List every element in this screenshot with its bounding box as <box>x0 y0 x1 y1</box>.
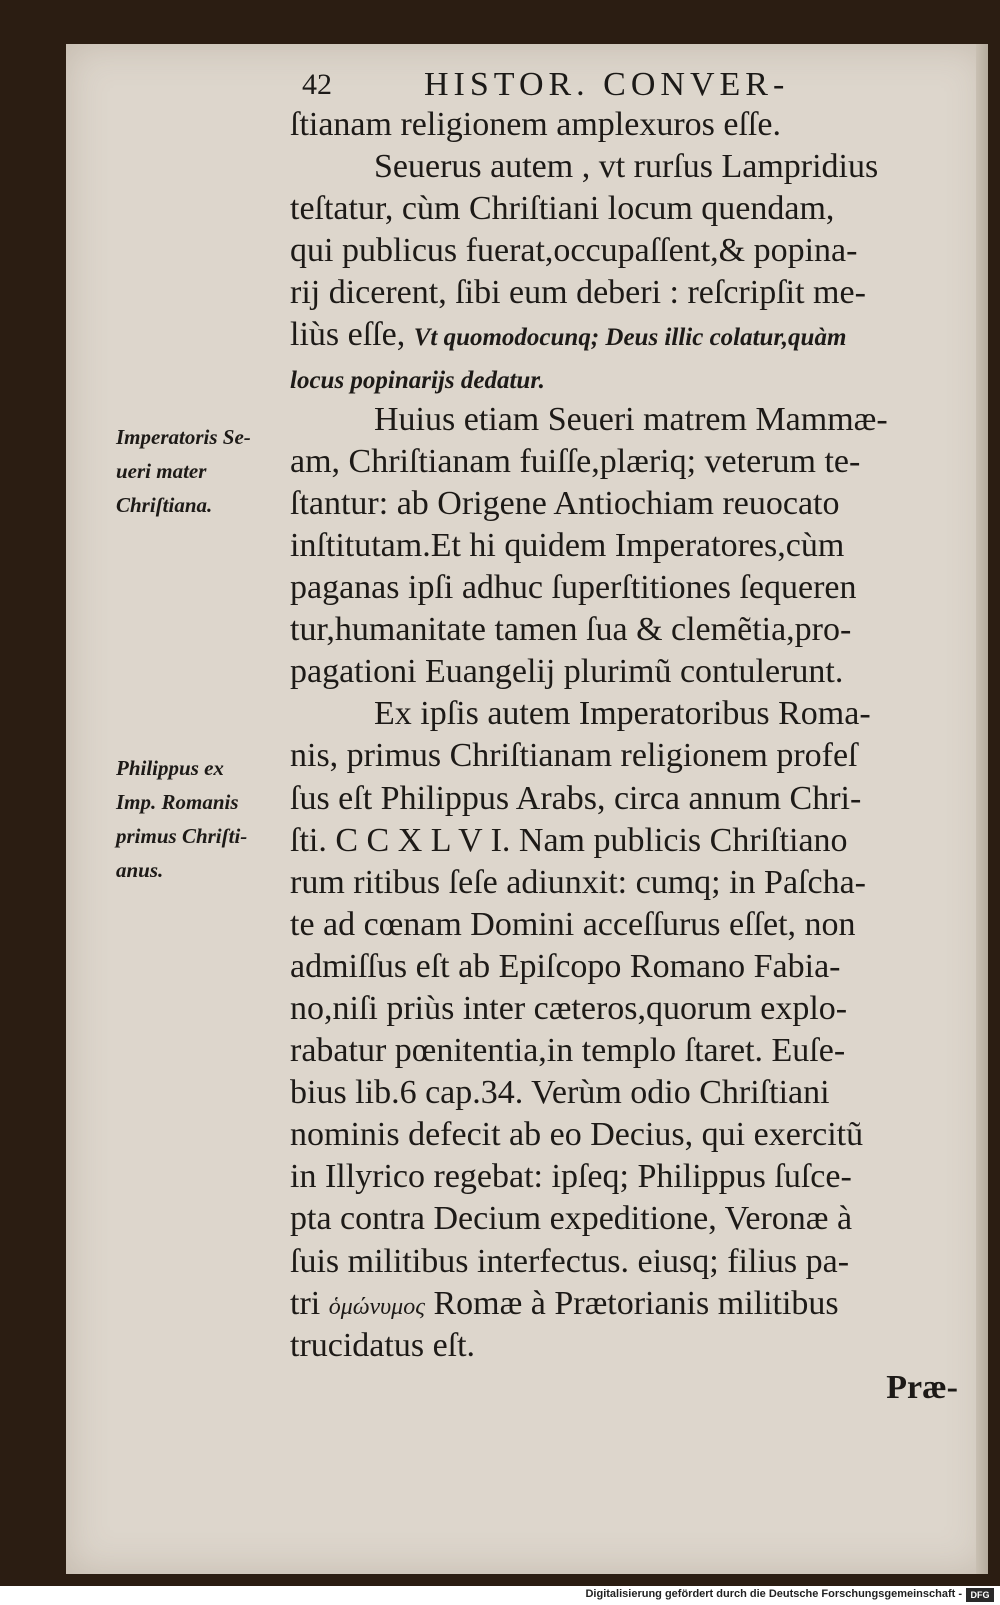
book-page <box>66 44 988 1574</box>
text-line: tur,humanitate tamen ſua & clemẽtia,pro- <box>290 611 852 649</box>
text-line: in Illyrico regebat: ipſeq; Philippus ſuſce- <box>290 1158 852 1196</box>
text-line: ſuis militibus interfectus. eiusq; filius pa- <box>290 1242 850 1280</box>
marginal-note-line: Chriſtiana. <box>116 493 213 517</box>
text-greek: ὁμώνυμος <box>328 1293 425 1320</box>
marginal-note-line: Imp. Romanis <box>116 790 239 814</box>
text-italic-quote: Vt quomodocunq; Deus illic colatur,quàm <box>413 324 847 352</box>
text-line: trucidatus eſt. <box>290 1326 476 1364</box>
marginal-note-line: Philippus ex <box>116 756 224 780</box>
text-line: Seuerus autem , vt rurſus Lampridius <box>374 148 879 186</box>
text-italic-quote: locus popinarijs dedatur. <box>290 366 545 394</box>
running-title: HISTOR. CONVER- <box>424 66 790 103</box>
text-line <box>290 1283 958 1325</box>
text-line: rij dicerent, ſibi eum deberi : reſcripſit me- <box>290 274 866 312</box>
text-line: rabatur pœnitentia,in templo ſtaret. Euſe- <box>290 1032 846 1070</box>
marginal-note-line: ueri mater <box>116 459 207 483</box>
marginal-note-severus-mother <box>116 420 281 522</box>
text-line: admiſſus eſt ab Epiſcopo Romano Fabia- <box>290 947 841 985</box>
text-roman: tri <box>290 1284 329 1322</box>
text-line: qui publicus fuerat,occupaſſent,& popina- <box>290 232 858 270</box>
text-line: Ex ipſis autem Imperatoribus Roma- <box>374 695 871 733</box>
text-line: bius lib.6 cap.34. Verùm odio Chriſtiani <box>290 1074 830 1112</box>
text-line: teſtatur, cùm Chriſtiani locum quendam, <box>290 190 835 228</box>
marginal-note-line: primus Chriſti- <box>116 824 248 848</box>
text-line: nominis defecit ab eo Decius, qui exercitũ <box>290 1116 864 1154</box>
text-line: no,niſi priùs inter cæteros,quorum explo- <box>290 989 848 1027</box>
text-line: Huius etiam Seueri matrem Mammæ- <box>374 400 888 438</box>
text-roman: Romæ à Prætorianis militibus <box>424 1284 839 1322</box>
footer-credit: Digitalisierung gefördert durch die Deutsche Forschungsgemeinschaft - <box>585 1588 962 1600</box>
marginal-note-line: Imperatoris Se- <box>116 425 251 449</box>
text-line <box>290 357 958 399</box>
text-roman: liùs eſſe, <box>290 316 414 354</box>
text-line <box>290 314 958 356</box>
marginal-note-line: anus. <box>116 858 164 882</box>
text-line: pagationi Euangelij plurimũ contulerunt. <box>290 653 844 691</box>
digitization-footer <box>0 1586 1000 1605</box>
text-line: te ad cœnam Domini acceſſurus eſſet, non <box>290 905 856 943</box>
text-line: ſtantur: ab Origene Antiochiam reuocato <box>290 484 840 522</box>
text-line: rum ritibus ſeſe adiunxit: cumq; in Paſcha- <box>290 863 866 901</box>
running-head <box>66 66 988 106</box>
text-line: nis, primus Chriſtianam religionem profeſ <box>290 737 858 775</box>
text-line: paganas ipſi adhuc ſuperſtitiones ſequeren <box>290 569 857 607</box>
catchword: Præ- <box>886 1368 958 1406</box>
text-line: ſus eſt Philippus Arabs, circa annum Chri- <box>290 779 862 817</box>
page-number: 42 <box>302 68 332 101</box>
text-line: pta contra Decium expeditione, Veronæ à <box>290 1200 853 1238</box>
page-edge <box>976 44 988 1574</box>
marginal-note-philippus <box>116 751 281 887</box>
dfg-logo: DFG <box>966 1588 994 1602</box>
body-text <box>290 104 958 1409</box>
text-line: ſtianam religionem amplexuros eſſe. <box>290 106 781 143</box>
text-line: ſti. C C X L V I. Nam publicis Chriſtiano <box>290 821 848 859</box>
text-line: am, Chriſtianam fuiſſe,plæriq; veterum te- <box>290 442 861 480</box>
text-line: inſtitutam.Et hi quidem Imperatores,cùm <box>290 526 845 564</box>
